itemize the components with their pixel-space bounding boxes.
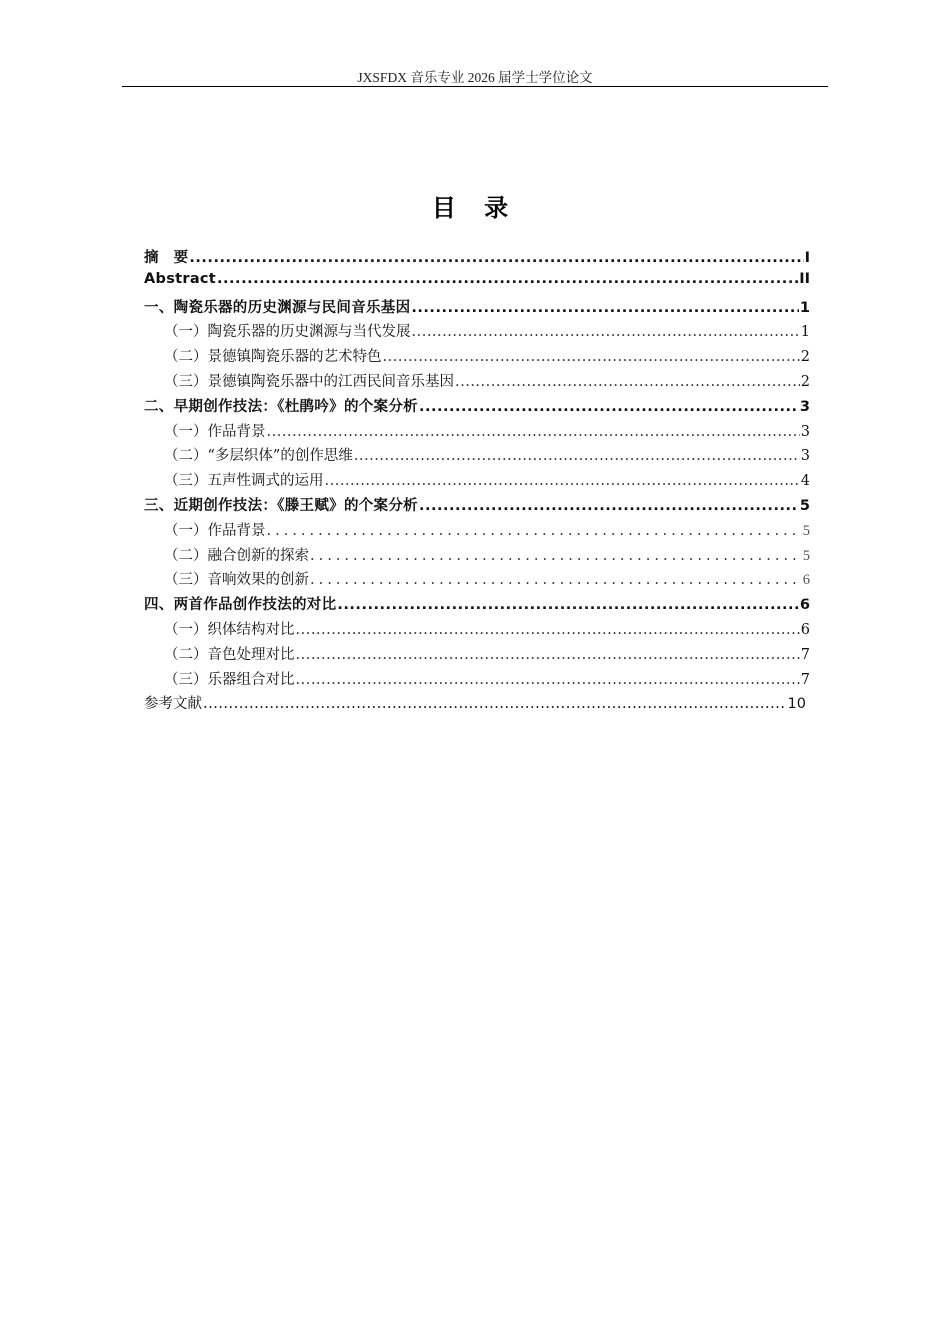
toc-entry-label: （二）“多层织体”的创作思维 bbox=[164, 448, 353, 465]
toc-entry-page: 3 bbox=[799, 398, 810, 415]
toc-entry-label: 一、陶瓷乐器的历史渊源与民间音乐基因 bbox=[144, 299, 411, 316]
header-rule bbox=[122, 86, 828, 87]
toc-entry-page: 5 bbox=[799, 497, 810, 514]
toc-entry-label: （三）五声性调式的运用 bbox=[164, 473, 324, 490]
toc-entry-chapter-2[interactable] bbox=[144, 395, 810, 420]
toc-entry-page: 6 bbox=[800, 621, 810, 638]
toc-entry-section-2-1[interactable] bbox=[144, 420, 810, 445]
toc-entry-label: （一）织体结构对比 bbox=[164, 621, 295, 638]
toc-entry-section-1-3[interactable] bbox=[144, 370, 810, 395]
toc-entry-label: Abstract bbox=[144, 270, 217, 287]
toc-entry-page: 6 bbox=[799, 597, 810, 614]
toc-entry-label: 三、近期创作技法：《滕王赋》的个案分析 bbox=[144, 497, 418, 514]
toc-entry-label: （二）音色处理对比 bbox=[164, 646, 295, 663]
toc-entry-label: （三）音响效果的创新 bbox=[164, 572, 309, 589]
toc-entry-section-1-2[interactable] bbox=[144, 345, 810, 370]
toc-leader-dots bbox=[411, 301, 799, 316]
toc-entry-section-2-3[interactable] bbox=[144, 469, 810, 494]
toc-leader-dots bbox=[455, 375, 800, 390]
toc-entry-page: 7 bbox=[800, 646, 810, 663]
table-of-contents bbox=[144, 246, 810, 717]
toc-entry-page: 7 bbox=[800, 671, 810, 688]
toc-entry-page: 6 bbox=[802, 572, 810, 589]
toc-entry-chapter-4[interactable] bbox=[144, 593, 810, 618]
toc-entry-label: （二）景德镇陶瓷乐器的艺术特色 bbox=[164, 349, 382, 366]
toc-leader-dots bbox=[296, 623, 800, 638]
toc-leader-dots bbox=[310, 573, 802, 588]
toc-leader-dots bbox=[310, 549, 802, 564]
toc-entry-label: 二、早期创作技法：《杜鹃吟》的个案分析 bbox=[144, 398, 418, 415]
toc-entry-page: I bbox=[804, 250, 810, 266]
toc-entry-page: 2 bbox=[800, 373, 810, 390]
toc-leader-dots bbox=[419, 499, 799, 514]
toc-entry-label: （一）作品背景 bbox=[164, 522, 266, 539]
toc-entry-page: 1 bbox=[799, 299, 810, 316]
toc-entry-abstract-cn[interactable] bbox=[144, 246, 810, 271]
toc-leader-dots bbox=[296, 648, 800, 663]
toc-title: 目 录 bbox=[431, 194, 519, 222]
toc-entry-chapter-3[interactable] bbox=[144, 494, 810, 519]
running-header: JXSFDX 音乐专业 2026 届学士学位论文 bbox=[357, 70, 593, 85]
toc-entry-label: 参考文献 bbox=[144, 696, 202, 713]
toc-entry-label: （三）乐器组合对比 bbox=[164, 671, 295, 688]
toc-entry-section-4-1[interactable] bbox=[144, 618, 810, 643]
toc-leader-dots bbox=[337, 598, 799, 613]
toc-entry-page: 5 bbox=[802, 522, 810, 539]
toc-leader-dots bbox=[412, 325, 800, 340]
toc-entry-page: 5 bbox=[802, 547, 810, 564]
toc-entry-section-2-2[interactable] bbox=[144, 444, 810, 469]
toc-entry-page: 10 bbox=[787, 696, 806, 713]
toc-entry-label: 摘 要 bbox=[144, 250, 189, 266]
toc-entry-page: 3 bbox=[800, 448, 810, 465]
toc-entry-section-4-3[interactable] bbox=[144, 668, 810, 693]
toc-leader-dots bbox=[189, 251, 803, 266]
toc-entry-label: （二）融合创新的探索 bbox=[164, 547, 309, 564]
toc-leader-dots bbox=[203, 697, 787, 712]
toc-entry-references[interactable] bbox=[144, 692, 806, 717]
toc-entry-label: （三）景德镇陶瓷乐器中的江西民间音乐基因 bbox=[164, 373, 454, 390]
toc-entry-label: （一）作品背景 bbox=[164, 423, 266, 440]
toc-leader-dots bbox=[383, 350, 800, 365]
toc-leader-dots bbox=[325, 474, 800, 489]
toc-leader-dots bbox=[267, 524, 802, 539]
toc-entry-page: 3 bbox=[800, 423, 810, 440]
toc-entry-section-3-3[interactable] bbox=[144, 568, 810, 593]
toc-leader-dots bbox=[217, 272, 798, 287]
toc-entry-chapter-1[interactable] bbox=[144, 296, 810, 321]
toc-entry-abstract-en[interactable] bbox=[144, 271, 810, 296]
toc-leader-dots bbox=[267, 425, 800, 440]
toc-entry-section-4-2[interactable] bbox=[144, 643, 810, 668]
toc-entry-label: 四、两首作品创作技法的对比 bbox=[144, 597, 337, 614]
toc-entry-page: II bbox=[799, 270, 810, 287]
toc-entry-section-3-1[interactable] bbox=[144, 519, 810, 544]
toc-entry-section-1-1[interactable] bbox=[144, 320, 810, 345]
toc-entry-section-3-2[interactable] bbox=[144, 544, 810, 569]
toc-leader-dots bbox=[354, 449, 800, 464]
toc-leader-dots bbox=[296, 673, 800, 688]
toc-entry-label: （一）陶瓷乐器的历史渊源与当代发展 bbox=[164, 324, 411, 341]
toc-leader-dots bbox=[419, 400, 799, 415]
toc-entry-page: 4 bbox=[800, 473, 810, 490]
toc-entry-page: 1 bbox=[800, 324, 810, 341]
toc-entry-page: 2 bbox=[800, 349, 810, 366]
